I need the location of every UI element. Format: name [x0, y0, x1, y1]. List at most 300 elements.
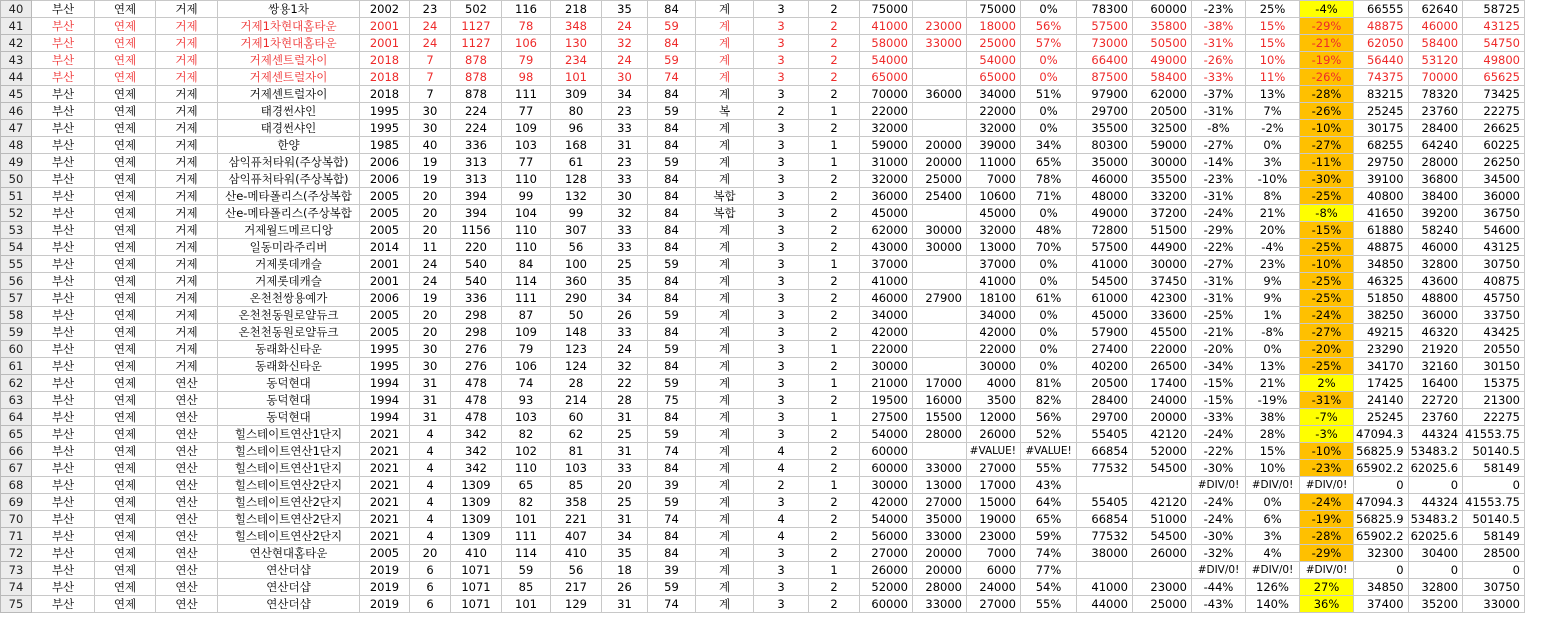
row-header[interactable]: 60: [1, 341, 32, 358]
sheet-cell[interactable]: 30150: [1463, 358, 1525, 375]
sheet-cell[interactable]: 51000: [1133, 511, 1192, 528]
sheet-cell[interactable]: 7: [410, 69, 451, 86]
sheet-cell[interactable]: 66400: [1077, 52, 1133, 69]
sheet-cell[interactable]: 2006: [360, 154, 410, 171]
sheet-cell[interactable]: 20: [410, 188, 451, 205]
sheet-cell[interactable]: 연산: [156, 477, 218, 494]
sheet-cell[interactable]: 103: [502, 137, 551, 154]
sheet-cell[interactable]: 33: [602, 120, 648, 137]
sheet-cell[interactable]: #DIV/0!: [1246, 477, 1300, 494]
sheet-cell[interactable]: 27500: [860, 409, 913, 426]
sheet-cell[interactable]: 24: [602, 18, 648, 35]
sheet-cell[interactable]: 34: [602, 86, 648, 103]
sheet-cell[interactable]: 연산: [156, 392, 218, 409]
sheet-cell[interactable]: 22275: [1463, 103, 1525, 120]
sheet-cell[interactable]: 계: [696, 562, 754, 579]
sheet-cell[interactable]: 0%: [1246, 341, 1300, 358]
sheet-cell[interactable]: -4%: [1246, 239, 1300, 256]
sheet-cell[interactable]: 4: [754, 460, 809, 477]
sheet-cell[interactable]: 연제: [95, 460, 156, 477]
sheet-cell[interactable]: 계: [696, 596, 754, 613]
sheet-cell[interactable]: 1156: [451, 222, 502, 239]
sheet-cell[interactable]: 0: [1408, 562, 1463, 579]
sheet-cell[interactable]: 348: [551, 18, 602, 35]
sheet-cell[interactable]: 11000: [967, 154, 1021, 171]
sheet-cell[interactable]: 계: [696, 307, 754, 324]
sheet-cell[interactable]: 2: [809, 205, 860, 222]
sheet-cell[interactable]: 313: [451, 171, 502, 188]
sheet-cell[interactable]: 거제센트럴자이: [218, 52, 360, 69]
sheet-cell[interactable]: 57900: [1077, 324, 1133, 341]
sheet-cell[interactable]: 234: [551, 52, 602, 69]
sheet-cell[interactable]: 77532: [1077, 528, 1133, 545]
sheet-cell[interactable]: 65902.2: [1354, 460, 1409, 477]
sheet-cell[interactable]: 106: [502, 35, 551, 52]
sheet-cell[interactable]: 43%: [1021, 477, 1077, 494]
sheet-cell[interactable]: 2: [809, 596, 860, 613]
sheet-cell[interactable]: -10%: [1300, 443, 1354, 460]
sheet-cell[interactable]: 7000: [967, 171, 1021, 188]
sheet-cell[interactable]: 56825.9: [1354, 511, 1409, 528]
sheet-cell[interactable]: 23760: [1408, 103, 1463, 120]
sheet-cell[interactable]: 31000: [860, 154, 913, 171]
sheet-cell[interactable]: 2: [809, 69, 860, 86]
sheet-cell[interactable]: 540: [451, 273, 502, 290]
sheet-cell[interactable]: 연제: [95, 392, 156, 409]
sheet-cell[interactable]: 26250: [1463, 154, 1525, 171]
sheet-cell[interactable]: 3: [754, 120, 809, 137]
sheet-cell[interactable]: 동래화신타운: [218, 358, 360, 375]
sheet-cell[interactable]: 4: [754, 511, 809, 528]
sheet-cell[interactable]: 36000: [1463, 188, 1525, 205]
sheet-cell[interactable]: 2: [754, 103, 809, 120]
sheet-cell[interactable]: 34000: [967, 86, 1021, 103]
sheet-cell[interactable]: 부산: [32, 545, 95, 562]
sheet-cell[interactable]: 47094.3: [1354, 426, 1409, 443]
sheet-cell[interactable]: 일동미라주리버: [218, 239, 360, 256]
sheet-cell[interactable]: 57500: [1077, 18, 1133, 35]
sheet-cell[interactable]: 10%: [1246, 460, 1300, 477]
sheet-cell[interactable]: -7%: [1300, 409, 1354, 426]
sheet-cell[interactable]: 45000: [1077, 307, 1133, 324]
sheet-cell[interactable]: 78320: [1408, 86, 1463, 103]
sheet-cell[interactable]: -19%: [1300, 52, 1354, 69]
sheet-cell[interactable]: 478: [451, 409, 502, 426]
sheet-cell[interactable]: 부산: [32, 35, 95, 52]
sheet-cell[interactable]: 410: [451, 545, 502, 562]
sheet-cell[interactable]: 연제: [95, 137, 156, 154]
sheet-cell[interactable]: 계: [696, 290, 754, 307]
sheet-cell[interactable]: 35500: [1133, 171, 1192, 188]
sheet-cell[interactable]: 거제: [156, 205, 218, 222]
sheet-cell[interactable]: 336: [451, 137, 502, 154]
sheet-cell[interactable]: 40800: [1354, 188, 1409, 205]
sheet-cell[interactable]: 79: [502, 341, 551, 358]
sheet-cell[interactable]: 0%: [1021, 52, 1077, 69]
sheet-cell[interactable]: 연산: [156, 579, 218, 596]
sheet-cell[interactable]: 22: [602, 375, 648, 392]
sheet-cell[interactable]: 부산: [32, 1, 95, 18]
sheet-cell[interactable]: 20000: [1133, 409, 1192, 426]
sheet-cell[interactable]: 33750: [1463, 307, 1525, 324]
sheet-cell[interactable]: 0: [1408, 477, 1463, 494]
sheet-cell[interactable]: 연제: [95, 290, 156, 307]
sheet-cell[interactable]: 21%: [1246, 205, 1300, 222]
sheet-cell[interactable]: 연제: [95, 273, 156, 290]
sheet-cell[interactable]: 동덕현대: [218, 375, 360, 392]
sheet-cell[interactable]: 15375: [1463, 375, 1525, 392]
sheet-cell[interactable]: 41553.75: [1463, 494, 1525, 511]
sheet-cell[interactable]: 21%: [1246, 375, 1300, 392]
sheet-cell[interactable]: 78300: [1077, 1, 1133, 18]
sheet-cell[interactable]: 1994: [360, 409, 410, 426]
sheet-cell[interactable]: 1985: [360, 137, 410, 154]
sheet-cell[interactable]: 84: [648, 239, 696, 256]
sheet-cell[interactable]: 부산: [32, 256, 95, 273]
sheet-cell[interactable]: 연제: [95, 188, 156, 205]
sheet-cell[interactable]: 21000: [860, 375, 913, 392]
sheet-cell[interactable]: 66555: [1354, 1, 1409, 18]
sheet-cell[interactable]: 34170: [1354, 358, 1409, 375]
sheet-cell[interactable]: 84: [648, 273, 696, 290]
sheet-cell[interactable]: 84: [648, 222, 696, 239]
sheet-cell[interactable]: 연산더샵: [218, 562, 360, 579]
sheet-cell[interactable]: -25%: [1300, 273, 1354, 290]
sheet-cell[interactable]: 거제: [156, 52, 218, 69]
sheet-cell[interactable]: 2001: [360, 273, 410, 290]
row-header[interactable]: 45: [1, 86, 32, 103]
sheet-cell[interactable]: 132: [551, 188, 602, 205]
sheet-cell[interactable]: 85: [502, 579, 551, 596]
sheet-cell[interactable]: 2: [809, 222, 860, 239]
sheet-cell[interactable]: 128: [551, 171, 602, 188]
sheet-cell[interactable]: 30: [602, 188, 648, 205]
sheet-cell[interactable]: 2: [809, 358, 860, 375]
sheet-cell[interactable]: 58000: [860, 35, 913, 52]
sheet-cell[interactable]: 거제: [156, 222, 218, 239]
sheet-cell[interactable]: 58240: [1408, 222, 1463, 239]
sheet-cell[interactable]: 16400: [1408, 375, 1463, 392]
sheet-cell[interactable]: 2: [809, 511, 860, 528]
sheet-cell[interactable]: 15%: [1246, 35, 1300, 52]
sheet-cell[interactable]: 연제: [95, 358, 156, 375]
sheet-cell[interactable]: 37400: [1354, 596, 1409, 613]
sheet-cell[interactable]: 358: [551, 494, 602, 511]
sheet-cell[interactable]: 19: [410, 171, 451, 188]
sheet-cell[interactable]: 23: [602, 103, 648, 120]
sheet-cell[interactable]: -8%: [1192, 120, 1246, 137]
sheet-cell[interactable]: 연제: [95, 477, 156, 494]
sheet-cell[interactable]: 59000: [1133, 137, 1192, 154]
sheet-cell[interactable]: 97900: [1077, 86, 1133, 103]
sheet-cell[interactable]: 19: [410, 290, 451, 307]
sheet-cell[interactable]: 29700: [1077, 103, 1133, 120]
sheet-cell[interactable]: 거제1차현대홈타운: [218, 35, 360, 52]
sheet-cell[interactable]: 3: [754, 545, 809, 562]
row-header[interactable]: 69: [1, 494, 32, 511]
sheet-cell[interactable]: 124: [551, 358, 602, 375]
sheet-cell[interactable]: 3%: [1246, 154, 1300, 171]
sheet-cell[interactable]: 53483.2: [1408, 511, 1463, 528]
sheet-cell[interactable]: 77532: [1077, 460, 1133, 477]
sheet-cell[interactable]: 46000: [1408, 239, 1463, 256]
sheet-cell[interactable]: 34000: [860, 307, 913, 324]
sheet-cell[interactable]: 1995: [360, 103, 410, 120]
sheet-cell[interactable]: 2014: [360, 239, 410, 256]
sheet-cell[interactable]: 0%: [1021, 120, 1077, 137]
sheet-cell[interactable]: 7%: [1246, 103, 1300, 120]
sheet-cell[interactable]: 1309: [451, 477, 502, 494]
sheet-cell[interactable]: 37000: [967, 256, 1021, 273]
sheet-cell[interactable]: 72800: [1077, 222, 1133, 239]
sheet-cell[interactable]: 65000: [860, 69, 913, 86]
sheet-cell[interactable]: 82: [502, 426, 551, 443]
sheet-cell[interactable]: 25: [602, 426, 648, 443]
sheet-cell[interactable]: 46320: [1408, 324, 1463, 341]
sheet-cell[interactable]: 온천천쌍용예가: [218, 290, 360, 307]
sheet-cell[interactable]: 4: [410, 426, 451, 443]
sheet-cell[interactable]: -19%: [1246, 392, 1300, 409]
sheet-cell[interactable]: 26000: [967, 426, 1021, 443]
sheet-cell[interactable]: 130: [551, 35, 602, 52]
row-header[interactable]: 53: [1, 222, 32, 239]
sheet-cell[interactable]: 계: [696, 494, 754, 511]
sheet-cell[interactable]: 부산: [32, 307, 95, 324]
sheet-cell[interactable]: 거제: [156, 256, 218, 273]
sheet-cell[interactable]: 3: [754, 409, 809, 426]
sheet-cell[interactable]: 32000: [967, 120, 1021, 137]
sheet-cell[interactable]: 111: [502, 290, 551, 307]
sheet-cell[interactable]: 2005: [360, 545, 410, 562]
sheet-cell[interactable]: 878: [451, 69, 502, 86]
sheet-cell[interactable]: 29700: [1077, 409, 1133, 426]
sheet-cell[interactable]: 99: [502, 188, 551, 205]
sheet-cell[interactable]: 24: [602, 341, 648, 358]
sheet-cell[interactable]: 50: [551, 307, 602, 324]
sheet-cell[interactable]: 31: [602, 443, 648, 460]
sheet-cell[interactable]: 연산: [156, 562, 218, 579]
sheet-cell[interactable]: 거제월드메르디앙: [218, 222, 360, 239]
sheet-cell[interactable]: 33000: [913, 460, 967, 477]
sheet-cell[interactable]: 41553.75: [1463, 426, 1525, 443]
sheet-cell[interactable]: 연제: [95, 222, 156, 239]
sheet-cell[interactable]: 35000: [913, 511, 967, 528]
sheet-cell[interactable]: 168: [551, 137, 602, 154]
sheet-cell[interactable]: 1127: [451, 18, 502, 35]
sheet-cell[interactable]: -20%: [1300, 341, 1354, 358]
row-header[interactable]: 48: [1, 137, 32, 154]
sheet-cell[interactable]: 394: [451, 188, 502, 205]
sheet-cell[interactable]: 1: [809, 562, 860, 579]
sheet-cell[interactable]: 33000: [1463, 596, 1525, 613]
sheet-cell[interactable]: 33: [602, 324, 648, 341]
sheet-cell[interactable]: 0%: [1021, 103, 1077, 120]
sheet-cell[interactable]: 126%: [1246, 579, 1300, 596]
sheet-cell[interactable]: 59%: [1021, 528, 1077, 545]
sheet-cell[interactable]: 2: [809, 35, 860, 52]
sheet-cell[interactable]: 74: [648, 69, 696, 86]
sheet-cell[interactable]: 50500: [1133, 35, 1192, 52]
sheet-cell[interactable]: 연산현대홈타운: [218, 545, 360, 562]
sheet-cell[interactable]: 21920: [1408, 341, 1463, 358]
sheet-cell[interactable]: -26%: [1300, 103, 1354, 120]
sheet-cell[interactable]: 20000: [913, 562, 967, 579]
sheet-cell[interactable]: 2006: [360, 171, 410, 188]
row-header[interactable]: 61: [1, 358, 32, 375]
sheet-cell[interactable]: -31%: [1192, 103, 1246, 120]
sheet-cell[interactable]: 거제센트럴자이: [218, 86, 360, 103]
sheet-cell[interactable]: 2: [809, 120, 860, 137]
sheet-cell[interactable]: -30%: [1192, 460, 1246, 477]
sheet-cell[interactable]: 2005: [360, 205, 410, 222]
sheet-cell[interactable]: 연제: [95, 35, 156, 52]
sheet-cell[interactable]: 111: [502, 86, 551, 103]
sheet-cell[interactable]: 48875: [1354, 18, 1409, 35]
sheet-cell[interactable]: 거제: [156, 86, 218, 103]
sheet-cell[interactable]: 연제: [95, 171, 156, 188]
sheet-cell[interactable]: 33: [602, 222, 648, 239]
sheet-cell[interactable]: 2021: [360, 460, 410, 477]
sheet-cell[interactable]: 59: [502, 562, 551, 579]
sheet-cell[interactable]: 2%: [1300, 375, 1354, 392]
sheet-cell[interactable]: 53120: [1408, 52, 1463, 69]
sheet-cell[interactable]: 59: [648, 154, 696, 171]
sheet-cell[interactable]: 28000: [913, 579, 967, 596]
sheet-cell[interactable]: 3: [754, 137, 809, 154]
row-header[interactable]: 52: [1, 205, 32, 222]
sheet-cell[interactable]: 116: [502, 1, 551, 18]
sheet-cell[interactable]: 224: [451, 120, 502, 137]
sheet-cell[interactable]: 25: [602, 256, 648, 273]
sheet-cell[interactable]: 36000: [860, 188, 913, 205]
sheet-cell[interactable]: 부산: [32, 341, 95, 358]
sheet-cell[interactable]: 25000: [913, 171, 967, 188]
sheet-cell[interactable]: 33000: [913, 35, 967, 52]
sheet-cell[interactable]: 62000: [1133, 86, 1192, 103]
sheet-cell[interactable]: 54000: [967, 52, 1021, 69]
sheet-cell[interactable]: 31: [410, 375, 451, 392]
sheet-cell[interactable]: 28400: [1077, 392, 1133, 409]
sheet-cell[interactable]: 31: [602, 511, 648, 528]
sheet-cell[interactable]: 0: [1354, 477, 1409, 494]
sheet-cell[interactable]: 온천천동원로얄듀크: [218, 324, 360, 341]
sheet-cell[interactable]: 태경썬샤인: [218, 120, 360, 137]
sheet-cell[interactable]: 부산: [32, 494, 95, 511]
sheet-cell[interactable]: 59: [648, 307, 696, 324]
sheet-cell[interactable]: 25245: [1354, 409, 1409, 426]
sheet-cell[interactable]: 110: [502, 171, 551, 188]
sheet-cell[interactable]: 32: [602, 205, 648, 222]
sheet-cell[interactable]: 2018: [360, 86, 410, 103]
sheet-cell[interactable]: 계: [696, 426, 754, 443]
sheet-cell[interactable]: 30000: [913, 239, 967, 256]
sheet-cell[interactable]: 17425: [1354, 375, 1409, 392]
sheet-cell[interactable]: 23: [602, 154, 648, 171]
sheet-cell[interactable]: 20: [410, 205, 451, 222]
sheet-cell[interactable]: 34850: [1354, 256, 1409, 273]
sheet-cell[interactable]: 20000: [913, 137, 967, 154]
sheet-cell[interactable]: 81: [551, 443, 602, 460]
sheet-cell[interactable]: -25%: [1300, 239, 1354, 256]
sheet-cell[interactable]: 35000: [1077, 154, 1133, 171]
sheet-cell[interactable]: 2: [809, 86, 860, 103]
sheet-cell[interactable]: #DIV/0!: [1192, 562, 1246, 579]
sheet-cell[interactable]: 23: [410, 1, 451, 18]
sheet-cell[interactable]: 부산: [32, 511, 95, 528]
sheet-cell[interactable]: 10600: [967, 188, 1021, 205]
sheet-cell[interactable]: 6: [410, 596, 451, 613]
sheet-cell[interactable]: 계: [696, 69, 754, 86]
sheet-cell[interactable]: 2005: [360, 324, 410, 341]
sheet-cell[interactable]: 27000: [913, 494, 967, 511]
sheet-cell[interactable]: 42000: [967, 324, 1021, 341]
sheet-cell[interactable]: 50140.5: [1463, 511, 1525, 528]
sheet-cell[interactable]: 4: [410, 443, 451, 460]
sheet-cell[interactable]: 부산: [32, 188, 95, 205]
sheet-cell[interactable]: 계: [696, 120, 754, 137]
sheet-cell[interactable]: 1994: [360, 375, 410, 392]
sheet-cell[interactable]: 3: [754, 205, 809, 222]
sheet-cell[interactable]: 3: [754, 256, 809, 273]
sheet-cell[interactable]: 104: [502, 205, 551, 222]
row-header[interactable]: 50: [1, 171, 32, 188]
sheet-cell[interactable]: 49800: [1463, 52, 1525, 69]
sheet-cell[interactable]: 20000: [913, 545, 967, 562]
sheet-cell[interactable]: 26500: [1133, 358, 1192, 375]
sheet-cell[interactable]: 31: [602, 137, 648, 154]
sheet-cell[interactable]: 62640: [1408, 1, 1463, 18]
sheet-cell[interactable]: 3: [754, 341, 809, 358]
sheet-cell[interactable]: 79: [502, 52, 551, 69]
sheet-cell[interactable]: 342: [451, 426, 502, 443]
sheet-cell[interactable]: 4: [410, 477, 451, 494]
sheet-cell[interactable]: 27%: [1300, 579, 1354, 596]
sheet-cell[interactable]: 1071: [451, 596, 502, 613]
sheet-cell[interactable]: 58725: [1463, 1, 1525, 18]
sheet-cell[interactable]: -19%: [1300, 511, 1354, 528]
sheet-cell[interactable]: [913, 256, 967, 273]
sheet-cell[interactable]: 힐스테이트연산2단지: [218, 494, 360, 511]
sheet-cell[interactable]: [1077, 477, 1133, 494]
sheet-cell[interactable]: 계: [696, 222, 754, 239]
sheet-cell[interactable]: 3: [754, 290, 809, 307]
sheet-cell[interactable]: 계: [696, 409, 754, 426]
sheet-cell[interactable]: 32000: [860, 171, 913, 188]
sheet-cell[interactable]: 56%: [1021, 18, 1077, 35]
row-header[interactable]: 43: [1, 52, 32, 69]
row-header[interactable]: 70: [1, 511, 32, 528]
sheet-cell[interactable]: 24000: [967, 579, 1021, 596]
sheet-cell[interactable]: 54500: [1133, 460, 1192, 477]
sheet-cell[interactable]: 3: [754, 154, 809, 171]
sheet-cell[interactable]: 42000: [860, 324, 913, 341]
sheet-cell[interactable]: 연제: [95, 256, 156, 273]
sheet-cell[interactable]: 34: [602, 528, 648, 545]
sheet-cell[interactable]: 32160: [1408, 358, 1463, 375]
sheet-cell[interactable]: 40875: [1463, 273, 1525, 290]
sheet-cell[interactable]: 2002: [360, 1, 410, 18]
sheet-cell[interactable]: 복합: [696, 188, 754, 205]
sheet-cell[interactable]: 298: [451, 324, 502, 341]
sheet-cell[interactable]: 60000: [860, 460, 913, 477]
sheet-cell[interactable]: 59000: [860, 137, 913, 154]
sheet-cell[interactable]: 84: [648, 171, 696, 188]
sheet-cell[interactable]: 56: [551, 239, 602, 256]
sheet-cell[interactable]: 34500: [1463, 171, 1525, 188]
sheet-cell[interactable]: 410: [551, 545, 602, 562]
sheet-cell[interactable]: 2018: [360, 69, 410, 86]
sheet-cell[interactable]: -24%: [1300, 494, 1354, 511]
